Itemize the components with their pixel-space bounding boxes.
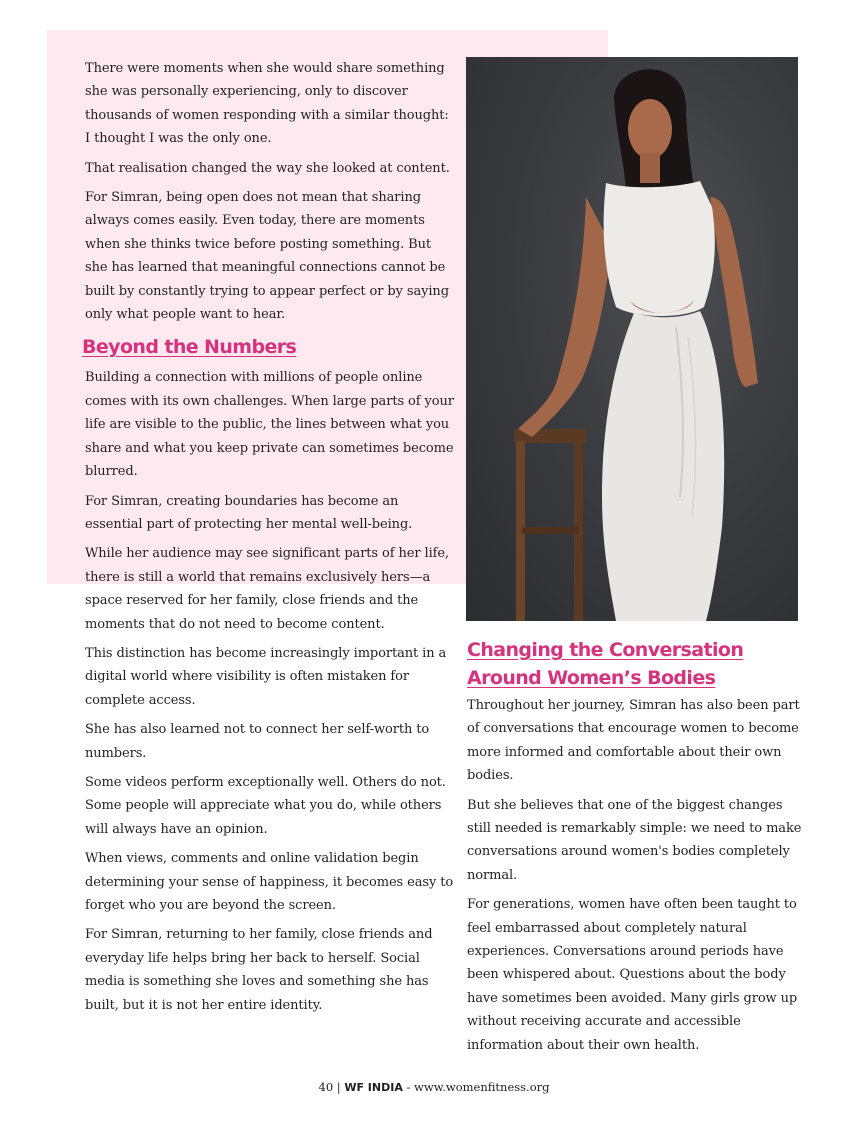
paragraph: Some videos perform exceptionally well. Others do not. Some people will appreciate what you do, while others will always have an opinion.: [85, 774, 446, 837]
heading-line-1: Changing the Conversation: [467, 639, 744, 661]
paragraph: She has also learned not to connect her self-worth to numbers.: [85, 722, 430, 761]
paragraph: For Simran, being open does not mean that sharing always comes easily. Even today, there are moments when she thinks twice before posting something. But she has learned that meaningful connections cannot be built by constantly trying to appear perfect or by saying only what people want to hear.: [85, 190, 449, 323]
portrait-illustration: [466, 57, 798, 621]
wooden-stool: [514, 429, 586, 621]
section-heading-beyond-numbers: Beyond the Numbers: [82, 336, 297, 359]
footer-separator: |: [333, 1080, 345, 1094]
paragraph: For generations, women have often been taught to feel embarrassed about completely natural experiences. Conversations around periods have been whispered about. Questions about the body have sometimes been avoided. Many girls grow up without receiving accurate and accessible information about their own health.: [467, 897, 798, 1053]
paragraph: For Simran, returning to her family, close friends and everyday life helps bring her back to herself. Social media is something she loves and something she has built, but it is not her entire identity.: [85, 927, 433, 1013]
right-text-column: [467, 636, 807, 1063]
section-heading-changing-conversation: [467, 636, 807, 692]
page-number: 40: [318, 1080, 334, 1094]
paragraph: When views, comments and online validation begin determining your sense of happiness, it becomes easy to forget who you are beyond the screen.: [85, 851, 454, 913]
paragraph: Throughout her journey, Simran has also been part of conversations that encourage women to become more informed and comfortable about their own bodies.: [467, 698, 800, 784]
paragraph: For Simran, creating boundaries has become an essential part of protecting her mental well-being.: [85, 493, 413, 532]
left-text-column: [82, 57, 455, 1023]
portrait-photo: [466, 57, 798, 621]
heading-line-2: Around Women’s Bodies: [467, 667, 716, 689]
paragraph: While her audience may see significant parts of her life, there is still a world that remains exclusively hers—a space reserved for her family, close friends and the moments that do not need to become content.: [85, 546, 449, 632]
paragraph: There were moments when she would share something she was personally experiencing, only to discover thousands of women responding with a similar thought: I thought I was the only one.: [85, 61, 449, 147]
brand-name: WF INDIA: [344, 1081, 403, 1094]
page-footer: [0, 1080, 868, 1094]
website-text: - www.womenfitness.org: [402, 1080, 550, 1094]
paragraph: But she believes that one of the biggest changes still needed is remarkably simple: we need to make conversations around women's bodies completely normal.: [467, 797, 802, 883]
paragraph: That realisation changed the way she looked at content.: [85, 160, 450, 176]
paragraph: Building a connection with millions of people online comes with its own challenges. When large parts of your life are visible to the public, the lines between what you share and what you keep private can sometimes become blurred.: [85, 370, 454, 480]
paragraph: This distinction has become increasingly important in a digital world where visibility is often mistaken for complete access.: [85, 645, 447, 708]
